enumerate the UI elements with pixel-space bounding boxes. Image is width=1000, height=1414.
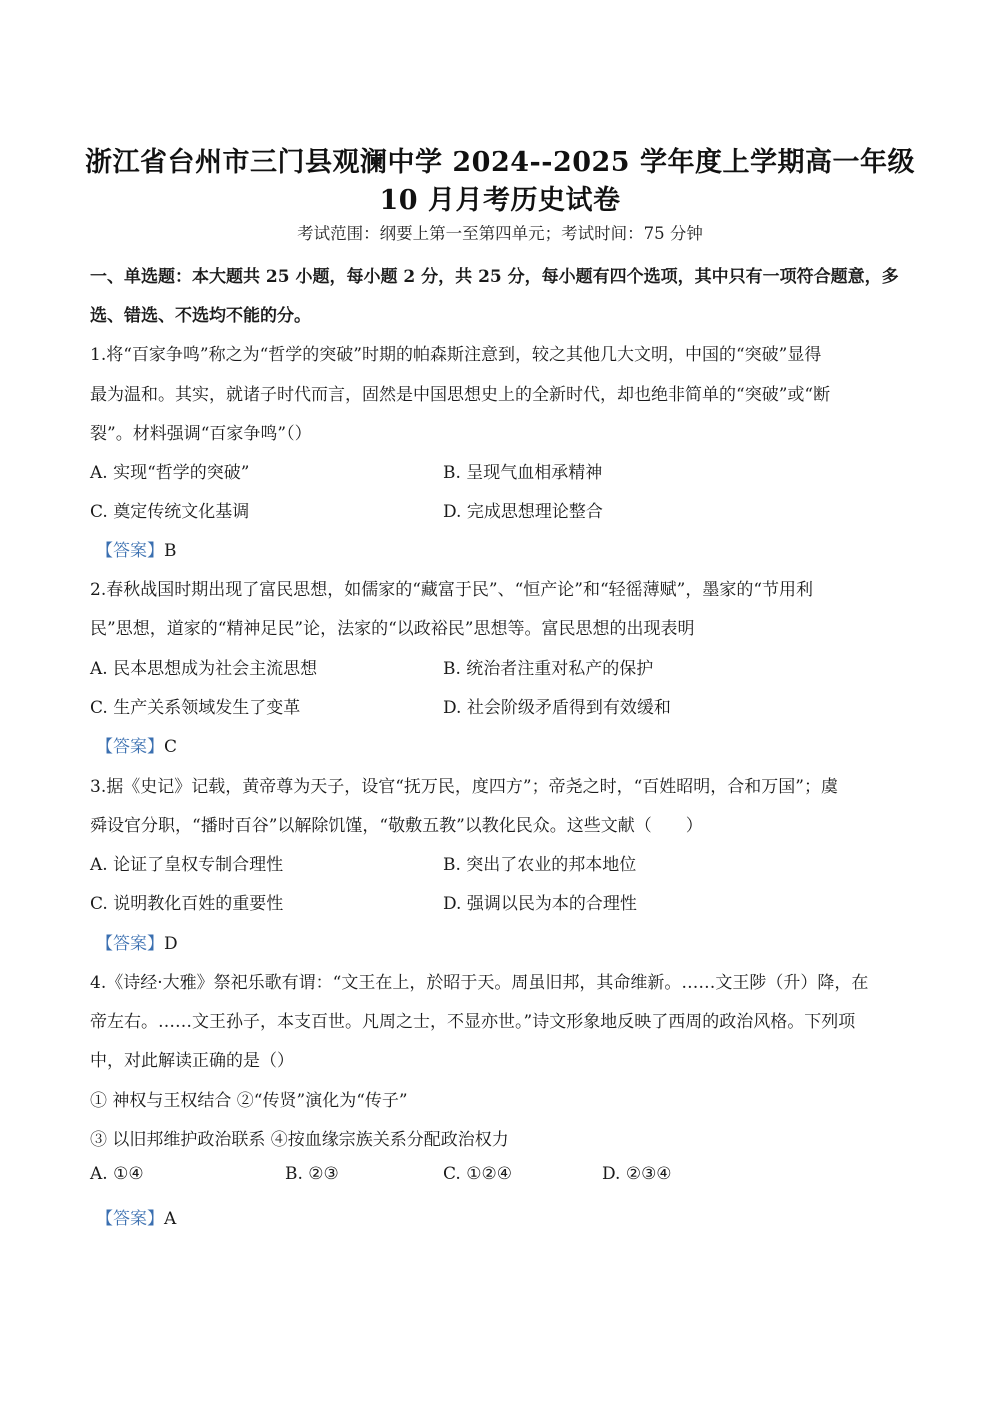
answer-line bbox=[96, 929, 178, 954]
option-b: B. 统治者注重对私产的保护 bbox=[443, 659, 654, 679]
option-d: D. 完成思想理论整合 bbox=[443, 502, 603, 522]
option-c: C. 奠定传统文化基调 bbox=[90, 502, 250, 522]
option-b: B. 突出了农业的邦本地位 bbox=[443, 855, 637, 875]
answer-value: C bbox=[164, 737, 178, 757]
option-a: A. 民本思想成为社会主流思想 bbox=[90, 659, 318, 679]
option-c: C. 生产关系领域发生了变革 bbox=[90, 698, 301, 718]
option-d: D. 强调以民为本的合理性 bbox=[443, 894, 637, 914]
question-text-line: 裂”。材料强调“百家争鸣”（） bbox=[90, 424, 312, 444]
option-d: D. ②③④ bbox=[602, 1164, 672, 1184]
question-text-line: 舜设官分职，“播时百谷”以解除饥馑，“敬敷五教”以教化民众。这些文献（ ） bbox=[90, 816, 703, 836]
option-a: A. 论证了皇权专制合理性 bbox=[90, 855, 284, 875]
answer-value: B bbox=[164, 541, 177, 561]
section-instructions-line1: 一、单选题：本大题共 25 小题，每小题 2 分，共 25 分，每小题有四个选项，其中只有一项符合题意，多 bbox=[90, 267, 899, 287]
statement-line: ③ 以旧邦维护政治联系 ④按血缘宗族关系分配政治权力 bbox=[90, 1130, 509, 1150]
statement-line: ① 神权与王权结合 ②“传贤”演化为“传子” bbox=[90, 1091, 408, 1111]
question-text-line: 帝左右。……文王孙子，本支百世。凡周之士，不显亦世。”诗文形象地反映了西周的政治风格。下列项 bbox=[90, 1012, 856, 1032]
option-b: B. 呈现气血相承精神 bbox=[443, 463, 603, 483]
option-d: D. 社会阶级矛盾得到有效缓和 bbox=[443, 698, 671, 718]
answer-tag: 【答案】 bbox=[96, 934, 164, 954]
option-b: B. ②③ bbox=[285, 1164, 339, 1184]
answer-value: A bbox=[164, 1209, 177, 1229]
question-text-line: 2.春秋战国时期出现了富民思想，如儒家的“藏富于民”、“恒产论”和“轻徭薄赋”，墨家的“节用利 bbox=[90, 580, 814, 600]
question-text-line: 最为温和。其实，就诸子时代而言，固然是中国思想史上的全新时代，却也绝非简单的“突破”或“断 bbox=[90, 385, 831, 405]
answer-tag: 【答案】 bbox=[96, 541, 164, 561]
section-instructions-line2: 选、错选、不选均不能的分。 bbox=[90, 306, 311, 326]
answer-tag: 【答案】 bbox=[96, 737, 164, 757]
option-c: C. 说明教化百姓的重要性 bbox=[90, 894, 284, 914]
question-text-line: 中，对此解读正确的是（） bbox=[90, 1051, 294, 1071]
exam-subtitle: 考试范围：纲要上第一至第四单元；考试时间：75 分钟 bbox=[297, 224, 703, 243]
question-text-line: 4.《诗经·大雅》祭祀乐歌有谓：“文王在上，於昭于天。周虽旧邦，其命维新。……文王陟（升）降，在 bbox=[90, 973, 869, 993]
exam-title-line2: 10 月月考历史试卷 bbox=[379, 185, 621, 216]
answer-line bbox=[96, 732, 177, 757]
question-text-line: 3.据《史记》记载，黄帝尊为天子，设官“抚万民，度四方”；帝尧之时，“百姓昭明，合和万国”；虞 bbox=[90, 777, 838, 797]
exam-title-line1: 浙江省台州市三门县观澜中学 2024--2025 学年度上学期高一年级 bbox=[84, 147, 915, 178]
answer-value: D bbox=[164, 934, 178, 954]
option-c: C. ①②④ bbox=[443, 1164, 512, 1184]
question-text-line: 民”思想，道家的“精神足民”论，法家的“以政裕民”思想等。富民思想的出现表明 bbox=[90, 619, 695, 639]
answer-line bbox=[96, 536, 177, 561]
question-text-line: 1.将“百家争鸣”称之为“哲学的突破”时期的帕森斯注意到，较之其他几大文明，中国的“突破”显得 bbox=[90, 345, 822, 365]
option-a: A. ①④ bbox=[90, 1164, 144, 1184]
answer-line bbox=[96, 1204, 176, 1229]
option-a: A. 实现“哲学的突破” bbox=[90, 463, 250, 483]
answer-tag: 【答案】 bbox=[96, 1209, 164, 1229]
